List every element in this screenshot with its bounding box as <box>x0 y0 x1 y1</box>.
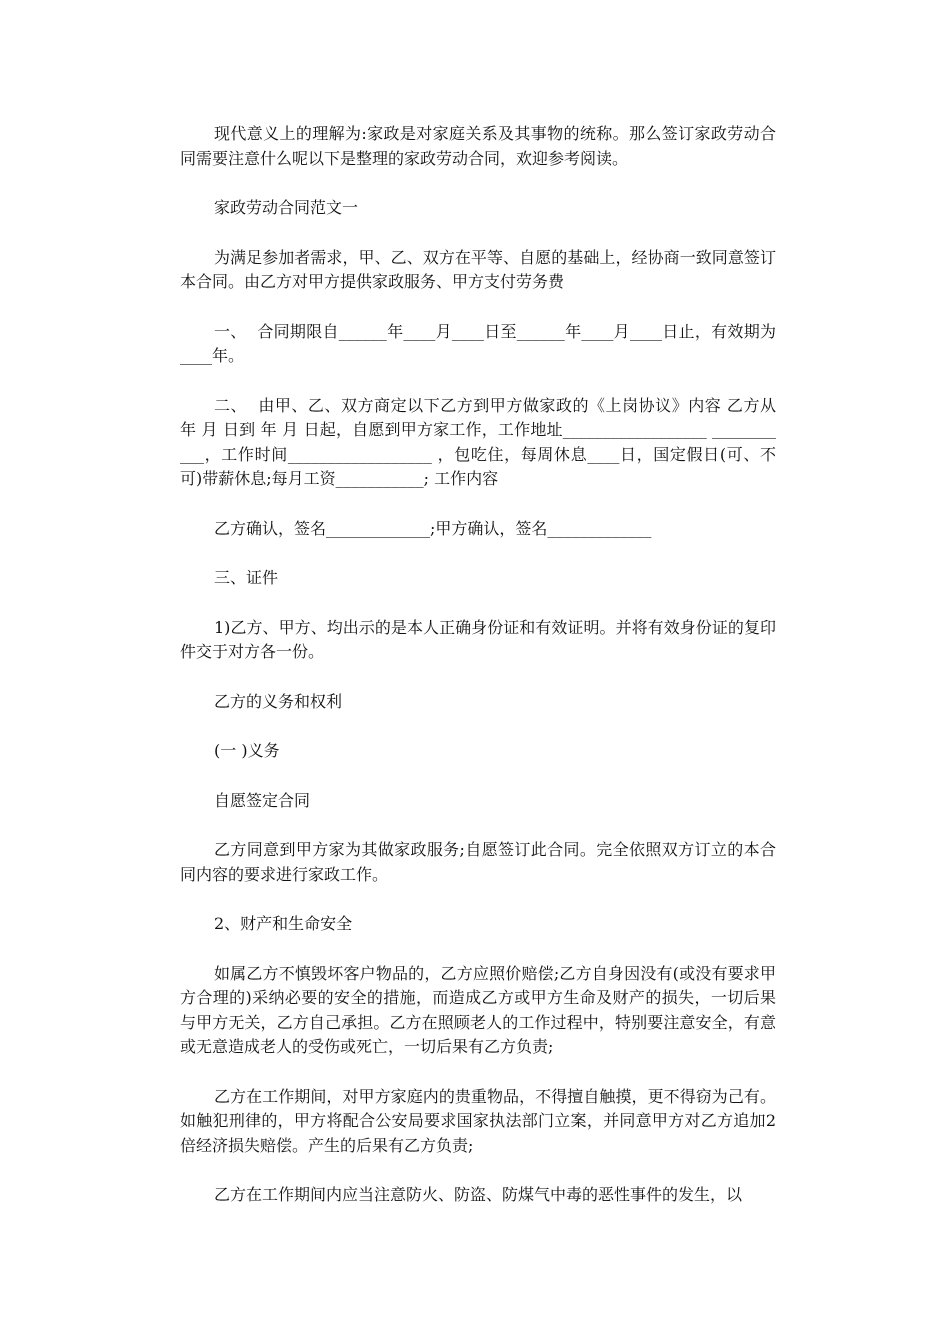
preamble-paragraph: 为满足参加者需求，甲、乙、双方在平等、自愿的基础上，经协商一致同意签订本合同。由乙方对甲方提供家政服务、甲方支付劳务费 <box>180 247 776 291</box>
clause-agreement-paragraph: 二、 由甲、乙、双方商定以下乙方到甲方做家政的《上岗协议》内容 乙方从 年 月 日到 年 月 日起，自愿到甲方家工作，工作地址__________________ ___________，工作时间__________________ ，包吃住，每周休息____日，国定假日(可、不可)带薪休息;每月工资___________; 工作内容 <box>180 395 782 488</box>
safety-paragraph: 如属乙方不慎毁坏客户物品的，乙方应照价赔偿;乙方自身因没有(或没有要求甲方合理的)采纳必要的安全的措施，而造成乙方或甲方生命及财产的损失，一切后果与甲方无关，乙方自己承担。乙方在照顾老人的工作过程中，特别要注意安全，有意或无意造成老人的受伤或死亡，一切后果有乙方负责; <box>180 963 776 1056</box>
section-heading-obligations-rights: 乙方的义务和权利 <box>214 691 343 711</box>
subheading-obligations: (一 )义务 <box>214 741 280 760</box>
sample-heading: 家政劳动合同范文一 <box>214 198 359 217</box>
section-heading-documents: 三、证件 <box>214 568 279 587</box>
voluntary-paragraph: 乙方同意到甲方家为其做家政服务;自愿签订此合同。完全依照双方订立的本合同内容的要求进行家政工作。 <box>180 840 776 884</box>
fire-prevention-paragraph: 乙方在工作期间内应当注意防火、防盗、防煤气中毒的恶性事件的发生，以 <box>214 1185 743 1204</box>
clause-term-paragraph: 一、 合同期限自______年____月____日至______年____月____日止，有效期为____年。 <box>180 321 776 365</box>
document-body <box>180 122 782 1233</box>
item-heading-safety: 2、财产和生命安全 <box>214 914 353 933</box>
item-heading-voluntary: 自愿签定合同 <box>214 790 311 810</box>
documents-paragraph: 1)乙方、甲方、均出示的是本人正确身份证和有效证明。并将有效身份证的复印件交于对方各一份。 <box>180 617 776 661</box>
signature-line: 乙方确认，签名_____________;甲方确认，签名_____________ <box>214 518 652 538</box>
intro-paragraph: 现代意义上的理解为:家政是对家庭关系及其事物的统称。那么签订家政劳动合同需要注意什么呢以下是整理的家政劳动合同，欢迎参考阅读。 <box>180 124 776 168</box>
valuables-paragraph: 乙方在工作期间，对甲方家庭内的贵重物品，不得擅自触摸，更不得窃为己有。如触犯刑律的，甲方将配合公安局要求国家执法部门立案，并同意甲方对乙方追加2倍经济损失赔偿。产生的后果有乙方负责; <box>180 1086 776 1155</box>
